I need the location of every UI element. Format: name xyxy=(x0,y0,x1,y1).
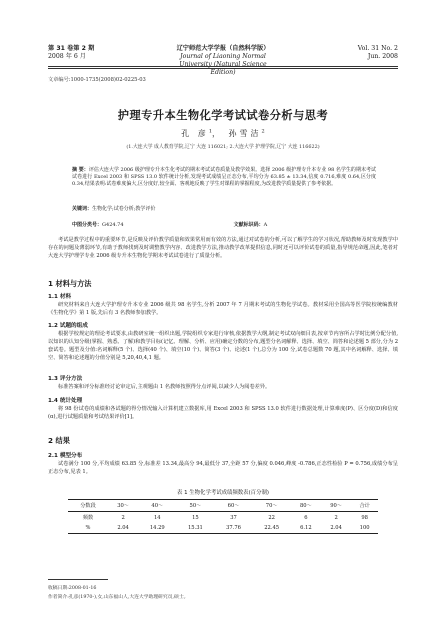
table-cell: 22 xyxy=(268,514,275,521)
header-volume: 第 31 卷第 2 期 xyxy=(48,45,95,52)
table-cell: 14.29 xyxy=(138,523,176,534)
section-1-4-body xyxy=(48,406,398,422)
keywords-label: 关键词： xyxy=(72,206,93,212)
journal-name-en: Journal of Liaoning Normal University (Natural Science Edition) xyxy=(179,53,267,76)
footnote-author: 作者简介:孔彦(1970-),女,山东福山人,大连大学助理研究员,硕士。 xyxy=(48,595,189,600)
table-header-cell: 40～ xyxy=(138,500,176,512)
table-cell: % xyxy=(68,523,108,534)
section-1-2-heading: 1.2 试题的组成 xyxy=(48,323,88,329)
abstract xyxy=(72,167,376,189)
section-1-3-heading: 1.3 评分方法 xyxy=(48,376,83,382)
table-header-cell: 60～ xyxy=(214,500,252,512)
doc-code: A xyxy=(263,222,268,228)
table-row-frequency xyxy=(68,512,378,524)
clc-code: G424.74 xyxy=(102,222,124,228)
section-1-4-heading: 1.4 统计处理 xyxy=(48,398,83,404)
section-2-heading: 2 结果 xyxy=(48,436,70,445)
doc-group xyxy=(234,221,268,228)
header-date: 2008 年 6 月 xyxy=(48,53,86,60)
abstract-label: 摘 要： xyxy=(72,167,89,173)
section-2-1-body xyxy=(48,461,398,477)
table-cell: 15 xyxy=(192,514,199,521)
header-rule-thin xyxy=(48,68,398,69)
article-id: 文章编号:1000-1735(2008)02-0225-03 xyxy=(48,77,146,83)
table-header-row xyxy=(68,500,378,512)
author-line xyxy=(48,128,398,139)
table-cell: 2 xyxy=(334,514,338,521)
footnote-rule xyxy=(48,579,108,580)
header-vol-en xyxy=(358,45,398,61)
table-header-cell: 80～ xyxy=(291,500,321,512)
table-cell: 2.04 xyxy=(321,523,351,534)
section-1-2-body xyxy=(48,331,398,363)
header-rule xyxy=(48,66,398,67)
section-2-1-heading: 2.1 模型分布 xyxy=(48,453,83,459)
author-1: 孔 彦 xyxy=(181,129,209,138)
section-2-1-text: 试卷满分 100 分,平均成绩 63.85 分,标准差 13.34,最高分 94,最低分 37,全距 57 分,偏度 0.046,峰度 -0.786,正态性检验 P = 0.756,成绩分布呈正态分布,见表 1。 xyxy=(48,461,398,475)
table-cell: 98 xyxy=(361,514,368,521)
table-cell: 100 xyxy=(351,523,378,534)
clc-label: 中图分类号： xyxy=(72,222,103,228)
classification xyxy=(72,221,376,228)
author-sep: ， xyxy=(212,129,223,138)
section-1-3-body xyxy=(48,384,398,392)
author-1-mark: 1 xyxy=(208,128,212,135)
keywords-text: 生物化学;试卷分析;教学评价 xyxy=(92,206,156,212)
table-cell: 频数 xyxy=(82,515,94,521)
section-1-heading: 1 材料与方法 xyxy=(48,279,92,288)
section-1-2-text: 根据学校规定的理论考试要求,由教研室统一组织出题,学院组织专家进行审核,依据教学大纲,制定考试双向细目表,按章节内容所占学时比例分配分值,以知识的认知分级(掌握、熟悉、了解)和教学目标(记忆、理解、分析、应用)确定分数的分布,题型分名词解释、选择、填空、简答和论述题 5 部分,分为 2 套试卷。题型及分值:名词解释(5 个)、选择(40 个)、填空(10 个)、简答(3 个)、论述(1 个),总分为 100 分,试卷总题数 70 题,其中名词解释、选择、填空、简答和论述题的分值分别是 5,20,40,4,1 题。 xyxy=(48,331,398,361)
section-1-3-text: 标准答案和评分标准经讨论审定后,主观题由 1 名教师按照得分点评阅,以减少人为阅卷差异。 xyxy=(58,384,271,390)
score-distribution-table xyxy=(68,499,378,534)
header-journal xyxy=(168,45,278,77)
table-row-percent xyxy=(68,523,378,534)
section-1-4-text: 将 98 份试卷的成绩和各试题的得分情况输入计算机建立数据库,用 Excel 2003 和 SPSS 13.0 软件进行数据处理,计算难度(P)、区分度(D)和信度(α),进行试题质量和考试结果评价[1]。 xyxy=(48,406,398,420)
table-cell: 6 xyxy=(304,514,308,521)
abstract-text: 评估大连大学 2006 级护理专升本生化考试的期末考试试卷质量及教学效果。选择 2006 级护理专升本专业 98 名学生的期末考试试卷进行 Excel 2003 和 SPSS 13.0 软件统计分析,发现考试成绩呈正态分布,平均分为 63.85 ± 13.34,信度 0.716,难度 0.64,区分度 0.34,结果表明:试卷难度偏大,区分度好,较全面、客观地反映了学生对课程的掌握程度,为改进教学质量提供了参考依据。 xyxy=(72,167,376,188)
table-header-cell: 70～ xyxy=(253,500,291,512)
table-cell: 37 xyxy=(230,514,237,521)
doc-label: 文献标识码： xyxy=(233,222,264,228)
clc-group xyxy=(72,221,232,228)
table-header-cell: 90～ xyxy=(321,500,351,512)
table-cell: 2.04 xyxy=(108,523,138,534)
table-cell: 22.45 xyxy=(253,523,291,534)
section-1-1-text: 研究材料来自大连大学护理专升本专业 2006 级共 98 名学生,分析 2007 年 7 月期末考试的生物化学试卷。教材采用全国高等医学院校统编教材《生物化学》第 1 版,先后有 3 名教师参加教学。 xyxy=(48,302,398,316)
paper-title: 护理专升本生物化学考试试卷分析与思考 xyxy=(117,109,329,122)
intro xyxy=(48,237,398,261)
table-cell: 2 xyxy=(121,514,125,521)
section-1-1-heading: 1.1 材料 xyxy=(48,294,72,300)
table-cell: 15.31 xyxy=(176,523,214,534)
header-vol-no: Vol. 31 No. 2 xyxy=(357,45,398,52)
author-2: 孙雪洁 xyxy=(228,129,262,138)
section-1-1-body xyxy=(48,302,398,318)
table-header-cell: 30～ xyxy=(108,500,138,512)
affiliation: (1.大连大学 成人教育学院,辽宁 大连 116021; 2.大连大学 护理学院,辽宁 大连 116622) xyxy=(126,144,320,150)
table-1-caption: 表 1 生物化学考试成绩频数表(百分制) xyxy=(177,490,269,496)
journal-name-cn: 辽宁师范大学学报（自然科学版） xyxy=(176,45,270,52)
keywords xyxy=(72,206,376,214)
table-cell: 37.76 xyxy=(214,523,252,534)
intro-paragraph: 考试是教学过程中的重要环节,是反映及评价教学质量和效果常用而有效的方法,通过对试卷的分析,可以了解学生的学习状况,帮助教师及时发现教学中存在的问题及薄弱环节,有助于教师找到及时调整教学内容、改进教学方法,推动教学改革提供信息,同时还可以评价试卷的质量,指导规范命题,因此,笔者对大连大学护理学专业 2006 级专升本生物化学期末考试试卷进行了质量分析。 xyxy=(48,237,398,259)
table-header-cell: 合计 xyxy=(351,500,378,512)
table-cell: 14 xyxy=(153,514,161,521)
header-issue xyxy=(48,45,94,61)
table-header-cell: 分数段 xyxy=(68,500,108,512)
table-header-cell: 50～ xyxy=(176,500,214,512)
header-month: Jun. 2008 xyxy=(367,53,398,60)
footnote-received: 收稿日期:2008-01-16 xyxy=(48,586,97,591)
table-cell: 6.12 xyxy=(291,523,321,534)
author-2-mark: 2 xyxy=(261,128,265,135)
